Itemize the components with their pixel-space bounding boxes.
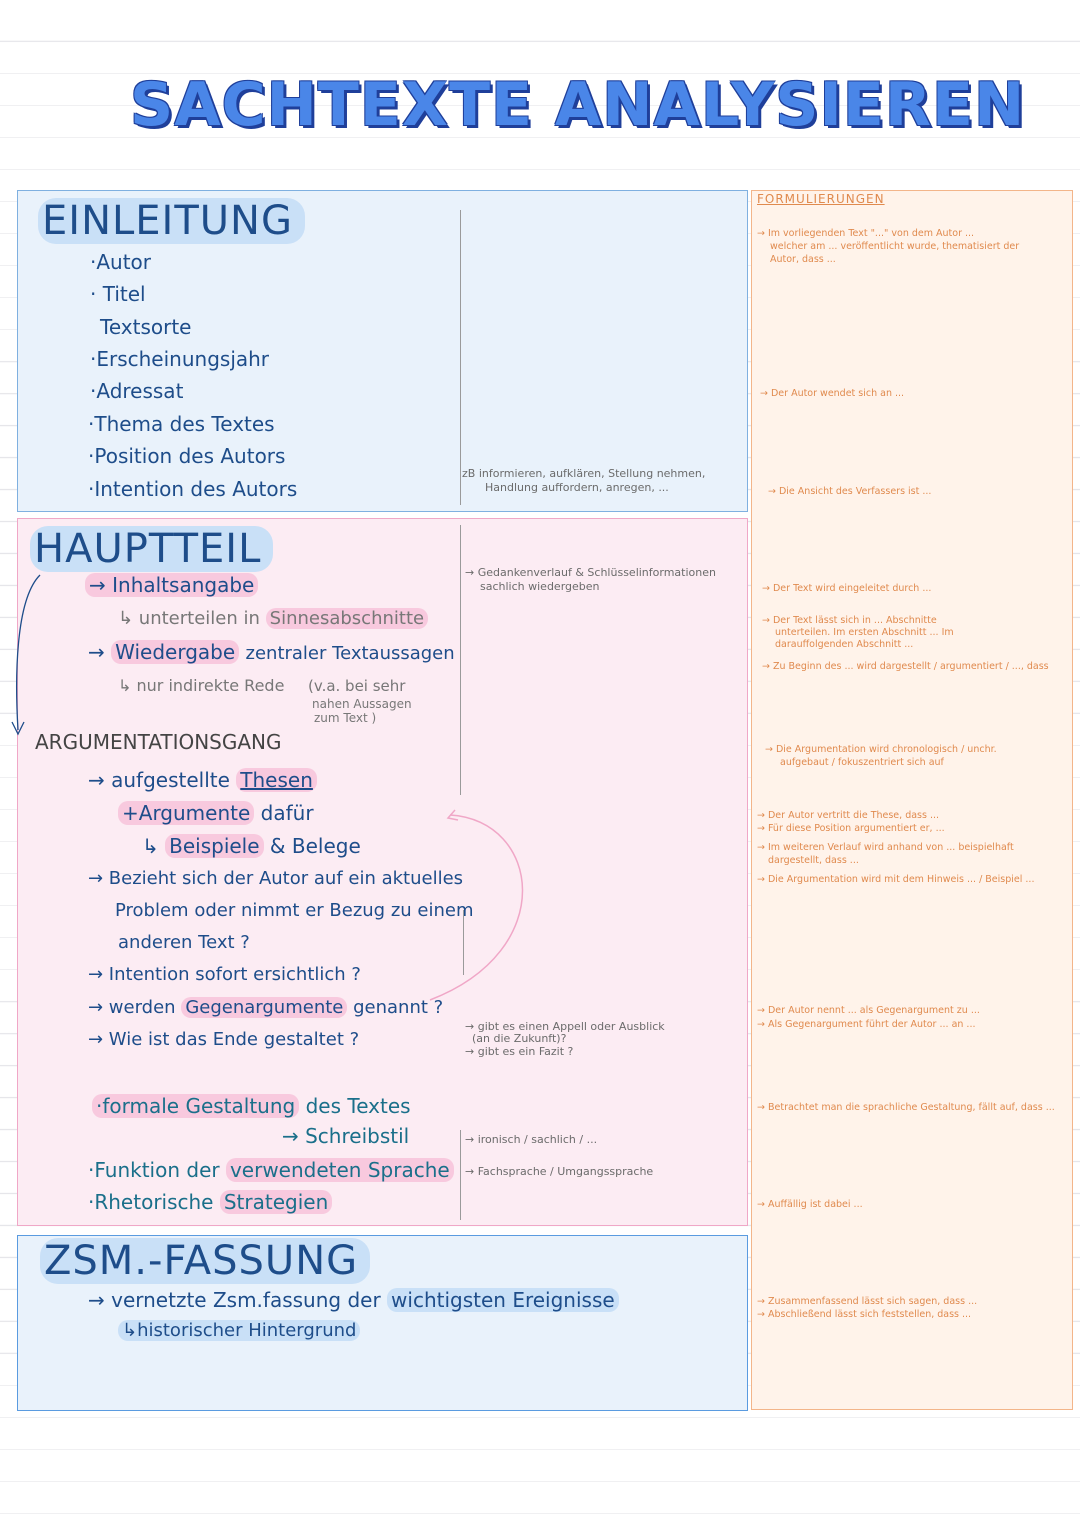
einleitung-item-adressat: ·Adressat (90, 379, 184, 403)
formulierung-8b: → Für diese Position argumentiert er, ... (757, 823, 945, 834)
wiedergabe-line: → Wiedergabe zentraler Textaussagen (88, 640, 455, 664)
gedankenverlauf-note-2: sachlich wiedergeben (480, 580, 600, 593)
bezieht-line-1: → Bezieht sich der Autor auf ein aktuelles (88, 868, 464, 889)
argumente-line: +Argumente dafür (118, 801, 314, 825)
appell-note-3: → gibt es ein Fazit ? (465, 1045, 574, 1058)
formulierung-5a: → Der Text lässt sich in ... Abschnitte (762, 615, 937, 626)
formulierung-5c: darauffolgenden Abschnitt ... (775, 639, 914, 650)
beispiele-line: ↳ Beispiele & Belege (142, 834, 361, 858)
bracket-icon (17, 575, 40, 730)
gedankenverlauf-note-1: → Gedankenverlauf & Schlüsselinformationen (465, 566, 716, 579)
formulierung-7b: aufgebaut / fokuszentriert sich auf (780, 757, 944, 768)
formulierungen-heading: FORMULIERUNGEN (757, 192, 885, 206)
formulierung-6: → Zu Beginn des ... wird dargestellt / argumentiert / ..., dass (762, 661, 1049, 672)
zsm-line-1: → vernetzte Zsm.fassung der wichtigsten Ereignisse (88, 1288, 619, 1312)
formulierung-8c: → Im weiteren Verlauf wird anhand von ... beispielhaft (757, 842, 1014, 853)
zsm-fassung-heading: ZSM.-FASSUNG (40, 1238, 370, 1284)
intention-line: → Intention sofort ersichtlich ? (88, 964, 361, 985)
formulierung-8e: → Die Argumentation wird mit dem Hinweis ... / Beispiel ... (757, 874, 1035, 885)
thesen-line: → aufgestellte Thesen (88, 768, 317, 792)
einleitung-item-thema: ·Thema des Textes (88, 412, 275, 436)
formulierung-9b: → Als Gegenargument führt der Autor ... an ... (757, 1019, 976, 1030)
rhetorische-strategien-line: ·Rhetorische Strategien (88, 1190, 332, 1214)
indirekte-rede-note-1: (v.a. bei sehr (308, 677, 406, 695)
formulierung-8d: dargestellt, dass ... (768, 855, 859, 866)
einleitung-note-2: Handlung auffordern, anregen, ... (485, 481, 669, 494)
einleitung-note-1: zB informieren, aufklären, Stellung nehmen, (462, 467, 706, 480)
indirekte-rede-line: ↳ nur indirekte Rede (118, 676, 285, 695)
bezieht-line-3: anderen Text ? (118, 932, 250, 953)
zsm-line-2: ↳historischer Hintergrund (118, 1320, 360, 1341)
inhaltsangabe: → Inhaltsangabe (85, 573, 258, 597)
ende-line: → Wie ist das Ende gestaltet ? (88, 1029, 360, 1050)
formulierung-4: → Der Text wird eingeleitet durch ... (762, 583, 932, 594)
page-title: SACHTEXTE ANALYSIEREN (130, 70, 1026, 140)
formulierung-7a: → Die Argumentation wird chronologisch / unchr. (765, 744, 997, 755)
formulierung-9a: → Der Autor nennt ... als Gegenargument zu ... (757, 1005, 980, 1016)
argumentationsgang-heading: ARGUMENTATIONSGANG (35, 730, 282, 754)
formulierung-2: → Der Autor wendet sich an ... (760, 388, 905, 399)
formulierung-11: → Auffällig ist dabei ... (757, 1199, 863, 1210)
hauptteil-heading: HAUPTTEIL (30, 526, 273, 572)
gegenargumente-line: → werden Gegenargumente genannt ? (88, 997, 444, 1018)
ironisch-note: → ironisch / sachlich / ... (465, 1133, 598, 1146)
appell-note-1: → gibt es einen Appell oder Ausblick (465, 1020, 665, 1033)
unterteilen-line: ↳ unterteilen in Sinnesabschnitte (118, 608, 428, 629)
einleitung-item-intention: ·Intention des Autors (88, 477, 298, 501)
formulierung-12b: → Abschließend lässt sich feststellen, dass ... (757, 1309, 972, 1320)
einleitung-item-position: ·Position des Autors (88, 444, 286, 468)
formulierung-1a: → Im vorliegenden Text "..." von dem Autor ... (757, 228, 975, 239)
einleitung-item-erscheinungsjahr: ·Erscheinungsjahr (90, 347, 270, 371)
formulierung-8a: → Der Autor vertritt die These, dass ... (757, 810, 940, 821)
appell-note-2: (an die Zukunft)? (472, 1032, 567, 1045)
formulierung-5b: unterteilen. Im ersten Abschnitt ... Im (775, 627, 954, 638)
formale-gestaltung-line: ·formale Gestaltung des Textes (92, 1094, 411, 1118)
formulierung-1c: Autor, dass ... (770, 254, 836, 265)
einleitung-item-textsorte: Textsorte (100, 315, 192, 339)
fachsprache-note: → Fachsprache / Umgangssprache (465, 1165, 654, 1178)
funktion-sprache-line: ·Funktion der verwendeten Sprache (88, 1158, 454, 1182)
indirekte-rede-note-3: zum Text ) (314, 711, 377, 725)
einleitung-item-autor: ·Autor (90, 250, 152, 274)
formulierung-3: → Die Ansicht des Verfassers ist ... (768, 486, 932, 497)
einleitung-item-titel: · Titel (90, 282, 146, 306)
indirekte-rede-note-2: nahen Aussagen (312, 697, 412, 711)
formulierung-12a: → Zusammenfassend lässt sich sagen, dass ... (757, 1296, 978, 1307)
formulierung-10: → Betrachtet man die sprachliche Gestaltung, fällt auf, dass ... (757, 1102, 1055, 1113)
einleitung-heading: EINLEITUNG (38, 198, 305, 244)
bezieht-line-2: Problem oder nimmt er Bezug zu einem (115, 900, 474, 921)
schreibstil-line: → Schreibstil (282, 1124, 410, 1148)
formulierung-1b: welcher am ... veröffentlicht wurde, thematisiert der (770, 241, 1020, 252)
